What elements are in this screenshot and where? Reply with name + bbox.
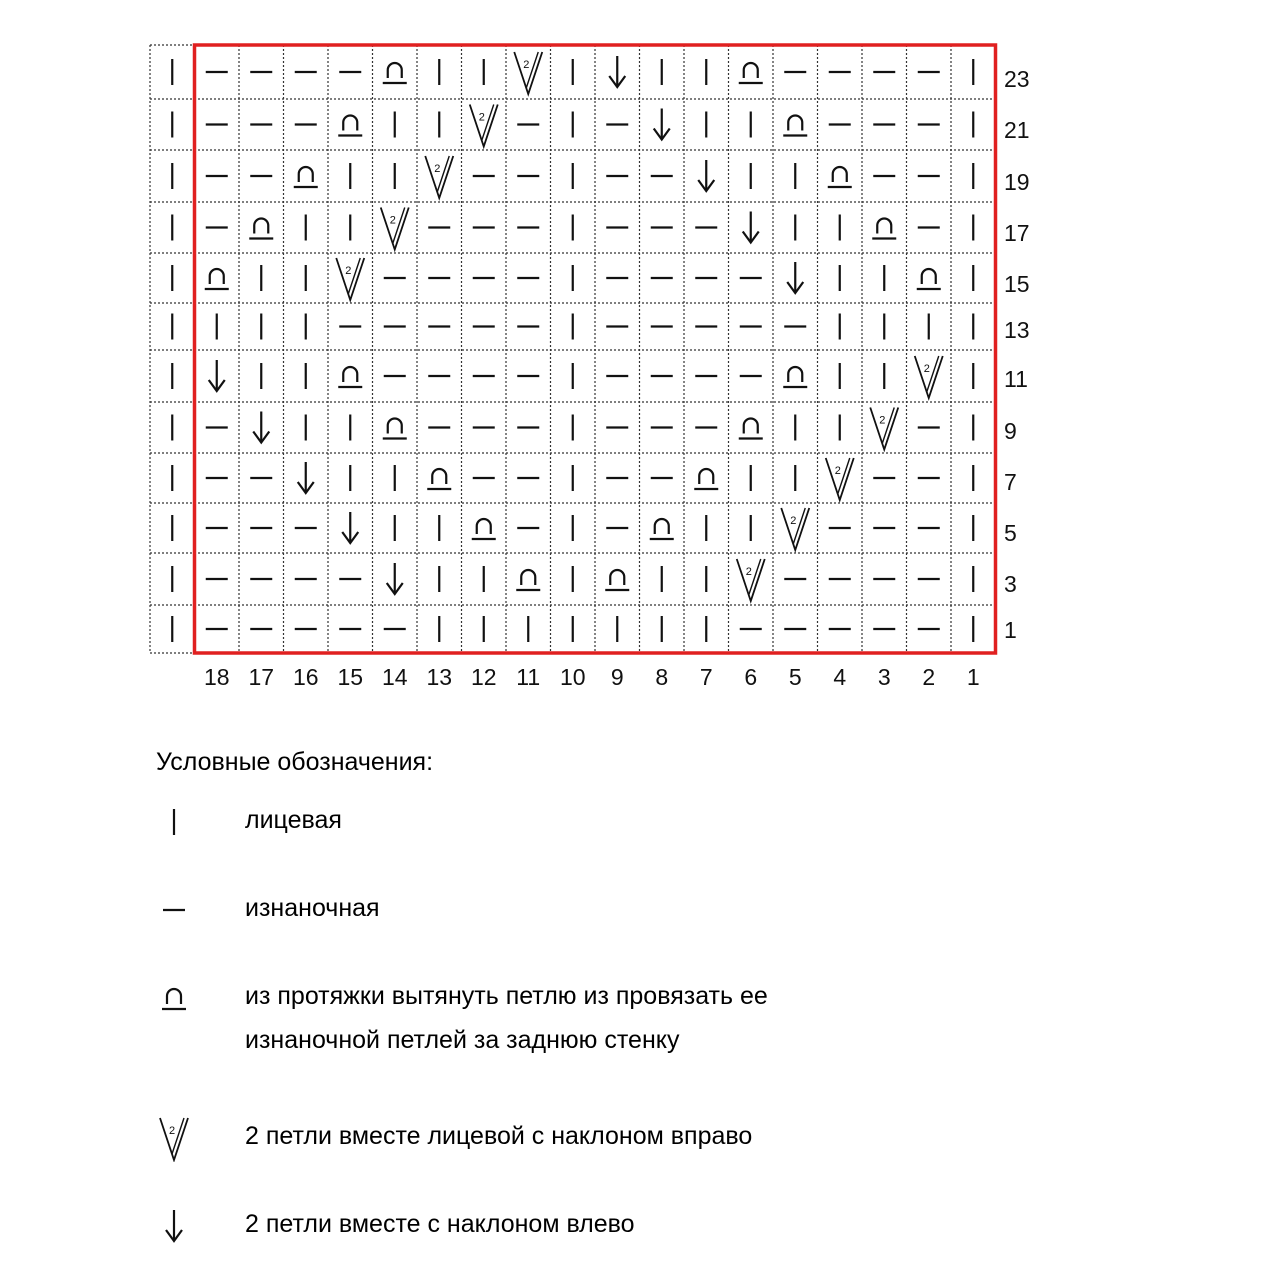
svg-text:2: 2 <box>345 265 352 277</box>
lifted-loop-icon <box>605 570 629 590</box>
chart-cells <box>172 52 973 642</box>
lifted-loop-icon <box>472 519 496 539</box>
legend-text-k2tog: 2 петли вместе лицевой с наклоном вправо <box>245 1122 753 1150</box>
column-number-label: 5 <box>788 664 802 690</box>
column-number-label: 3 <box>877 664 891 690</box>
row-number-label: 7 <box>1004 469 1017 495</box>
decrease-left-arrow-icon <box>654 109 670 140</box>
decrease-left-arrow-icon <box>787 262 803 293</box>
column-number-label: 9 <box>610 664 624 690</box>
lifted-loop-icon <box>383 419 407 439</box>
svg-text:2: 2 <box>745 566 752 578</box>
lifted-loop-icon <box>338 367 362 387</box>
svg-text:2: 2 <box>434 163 441 175</box>
purl-stitch-icon <box>152 886 200 934</box>
lifted-loop-icon <box>872 219 896 239</box>
svg-text:2: 2 <box>523 59 530 71</box>
lifted-loop-icon <box>783 367 807 387</box>
column-number-label: 10 <box>559 664 586 690</box>
column-number-label: 18 <box>203 664 230 690</box>
k2tog-right-icon <box>470 105 498 147</box>
k2tog-right-icon <box>381 208 409 250</box>
column-number-label: 8 <box>655 664 669 690</box>
lifted-loop-icon <box>338 116 362 136</box>
column-number-label: 16 <box>292 664 319 690</box>
lifted-loop-icon <box>294 167 318 187</box>
svg-text:2: 2 <box>478 111 485 124</box>
row-number-label: 15 <box>1004 271 1030 297</box>
svg-text:2: 2 <box>790 515 797 527</box>
lifted-loop-icon <box>205 269 229 289</box>
column-number-label: 4 <box>833 664 847 690</box>
k2tog-right-icon <box>915 356 943 398</box>
svg-text:2: 2 <box>389 214 396 227</box>
legend-title: Условные обозначения: <box>156 748 434 776</box>
legend-text-lifted-loop: из протяжки вытянуть петлю из провязать ее изнаночной петлей за заднюю стенку <box>245 982 768 1054</box>
column-number-label: 2 <box>922 664 936 690</box>
row-number-label: 11 <box>1004 366 1028 392</box>
k2tog-right-icon <box>826 458 854 500</box>
row-number-label: 19 <box>1004 169 1030 195</box>
lifted-loop-icon <box>383 63 407 83</box>
row-number-label: 17 <box>1004 220 1030 246</box>
column-number-label: 13 <box>426 664 453 690</box>
decrease-left-arrow-icon <box>209 360 225 391</box>
lifted-loop-icon <box>917 269 941 289</box>
legend-text-purl: изнаночная <box>245 894 380 922</box>
lifted-loop-icon <box>650 519 674 539</box>
decrease-left-arrow-icon <box>298 462 314 493</box>
decrease-left-arrow-icon <box>743 212 759 243</box>
column-number-label: 6 <box>744 664 758 690</box>
lifted-loop-icon <box>427 469 451 489</box>
column-number-label: 7 <box>699 664 713 690</box>
legend-text-knit: лицевая <box>245 806 342 834</box>
column-number-label: 17 <box>248 664 275 690</box>
row-number-label: 5 <box>1004 520 1017 546</box>
lifted-loop-icon <box>516 570 540 590</box>
lifted-loop-icon <box>739 419 763 439</box>
svg-text:2: 2 <box>168 1125 176 1137</box>
row-number-label: 23 <box>1004 66 1030 92</box>
legend-text-ssk: 2 петли вместе с наклоном влево <box>245 1210 635 1238</box>
decrease-left-arrow-icon <box>698 160 714 191</box>
column-number-label: 15 <box>337 664 364 690</box>
row-number-label: 3 <box>1004 571 1017 597</box>
knit-stitch-icon <box>152 798 200 846</box>
decrease-left-arrow-icon <box>609 56 625 87</box>
svg-text:2: 2 <box>879 414 886 427</box>
decrease-left-arrow-icon <box>152 1202 200 1250</box>
svg-text:2: 2 <box>923 363 930 375</box>
decrease-left-arrow-icon <box>253 412 269 443</box>
lifted-loop-icon <box>249 219 273 239</box>
lifted-loop-icon <box>828 167 852 187</box>
lifted-loop-icon <box>739 63 763 83</box>
column-number-label: 14 <box>381 664 408 690</box>
k2tog-right-icon <box>336 258 364 300</box>
column-number-label: 12 <box>470 664 497 690</box>
column-number-label: 11 <box>516 664 541 690</box>
row-number-label: 13 <box>1004 317 1030 343</box>
k2tog-right-icon <box>514 52 542 94</box>
k2tog-right-icon <box>425 156 453 198</box>
column-number-label: 1 <box>966 664 980 690</box>
row-number-label: 1 <box>1004 617 1017 643</box>
lifted-loop-icon <box>152 974 200 1022</box>
lifted-loop-icon <box>783 116 807 136</box>
svg-text:2: 2 <box>834 465 841 477</box>
lifted-loop-icon <box>694 469 718 489</box>
k2tog-right-icon <box>870 408 898 450</box>
decrease-left-arrow-icon <box>342 512 358 543</box>
row-number-label: 9 <box>1004 418 1017 444</box>
k2tog-right-icon <box>152 1114 200 1162</box>
row-number-label: 21 <box>1004 117 1030 143</box>
decrease-left-arrow-icon <box>387 563 403 594</box>
k2tog-right-icon <box>737 559 765 601</box>
k2tog-right-icon <box>781 508 809 550</box>
